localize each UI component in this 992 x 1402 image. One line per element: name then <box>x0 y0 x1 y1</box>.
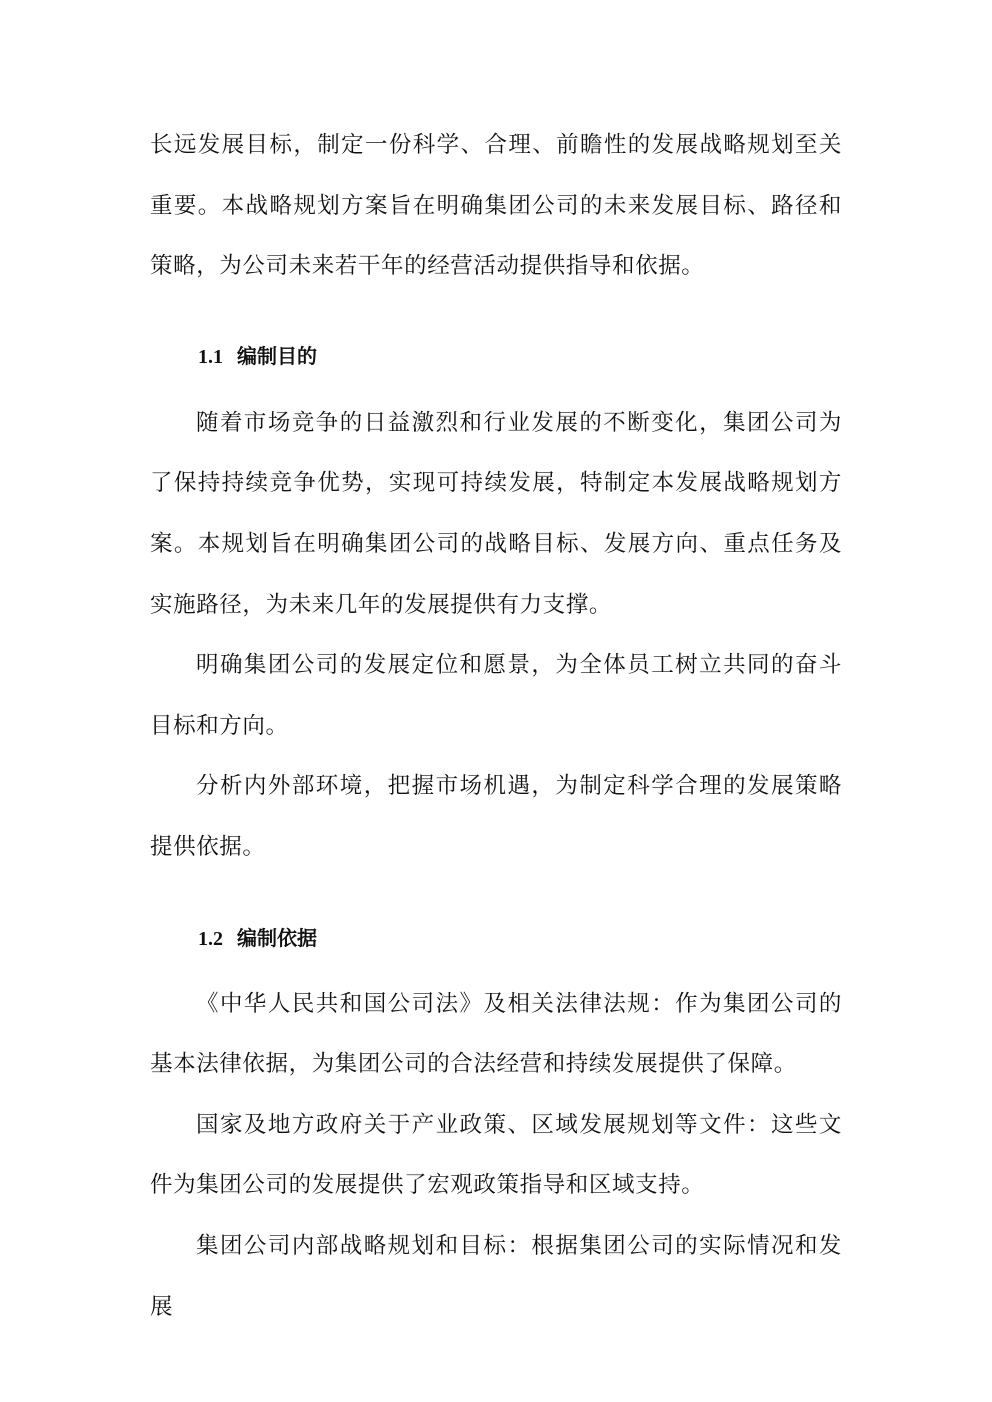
section-heading-1-2 <box>150 922 842 955</box>
basis-paragraph-3: 集团公司内部战略规划和目标：根据集团公司的实际情况和发展 <box>150 1232 842 1320</box>
basis-paragraph-2: 国家及地方政府关于产业政策、区域发展规划等文件：这些文件为集团公司的发展提供了宏观政策指导和区域支持。 <box>150 1111 842 1199</box>
section-title-1-1: 编制目的 <box>237 343 317 368</box>
intro-paragraph: 长远发展目标，制定一份科学、合理、前瞻性的发展战略规划至关重要。本战略规划方案旨在明确集团公司的未来发展目标、路径和策略，为公司未来若干年的经营活动提供指导和依据。 <box>150 132 842 280</box>
section-title-1-2: 编制依据 <box>237 925 317 950</box>
purpose-paragraph-3: 分析内外部环境，把握市场机遇，为制定科学合理的发展策略提供依据。 <box>150 773 842 860</box>
section-number-1-1: 1.1 <box>198 345 223 368</box>
section-number-1-2: 1.2 <box>198 927 223 950</box>
purpose-paragraph-2: 明确集团公司的发展定位和愿景，为全体员工树立共同的奋斗目标和方向。 <box>150 652 842 739</box>
purpose-paragraph-1: 随着市场竞争的日益激烈和行业发展的不断变化，集团公司为了保持持续竞争优势，实现可持续发展，特制定本发展战略规划方案。本规划旨在明确集团公司的战略目标、发展方向、重点任务及实施路径，为未来几年的发展提供有力支撑。 <box>150 409 842 618</box>
basis-paragraph-1: 《中华人民共和国公司法》及相关法律法规：作为集团公司的基本法律依据，为集团公司的合法经营和持续发展提供了保障。 <box>150 990 842 1078</box>
section-heading-1-1 <box>150 340 842 373</box>
document-body <box>150 115 842 1337</box>
